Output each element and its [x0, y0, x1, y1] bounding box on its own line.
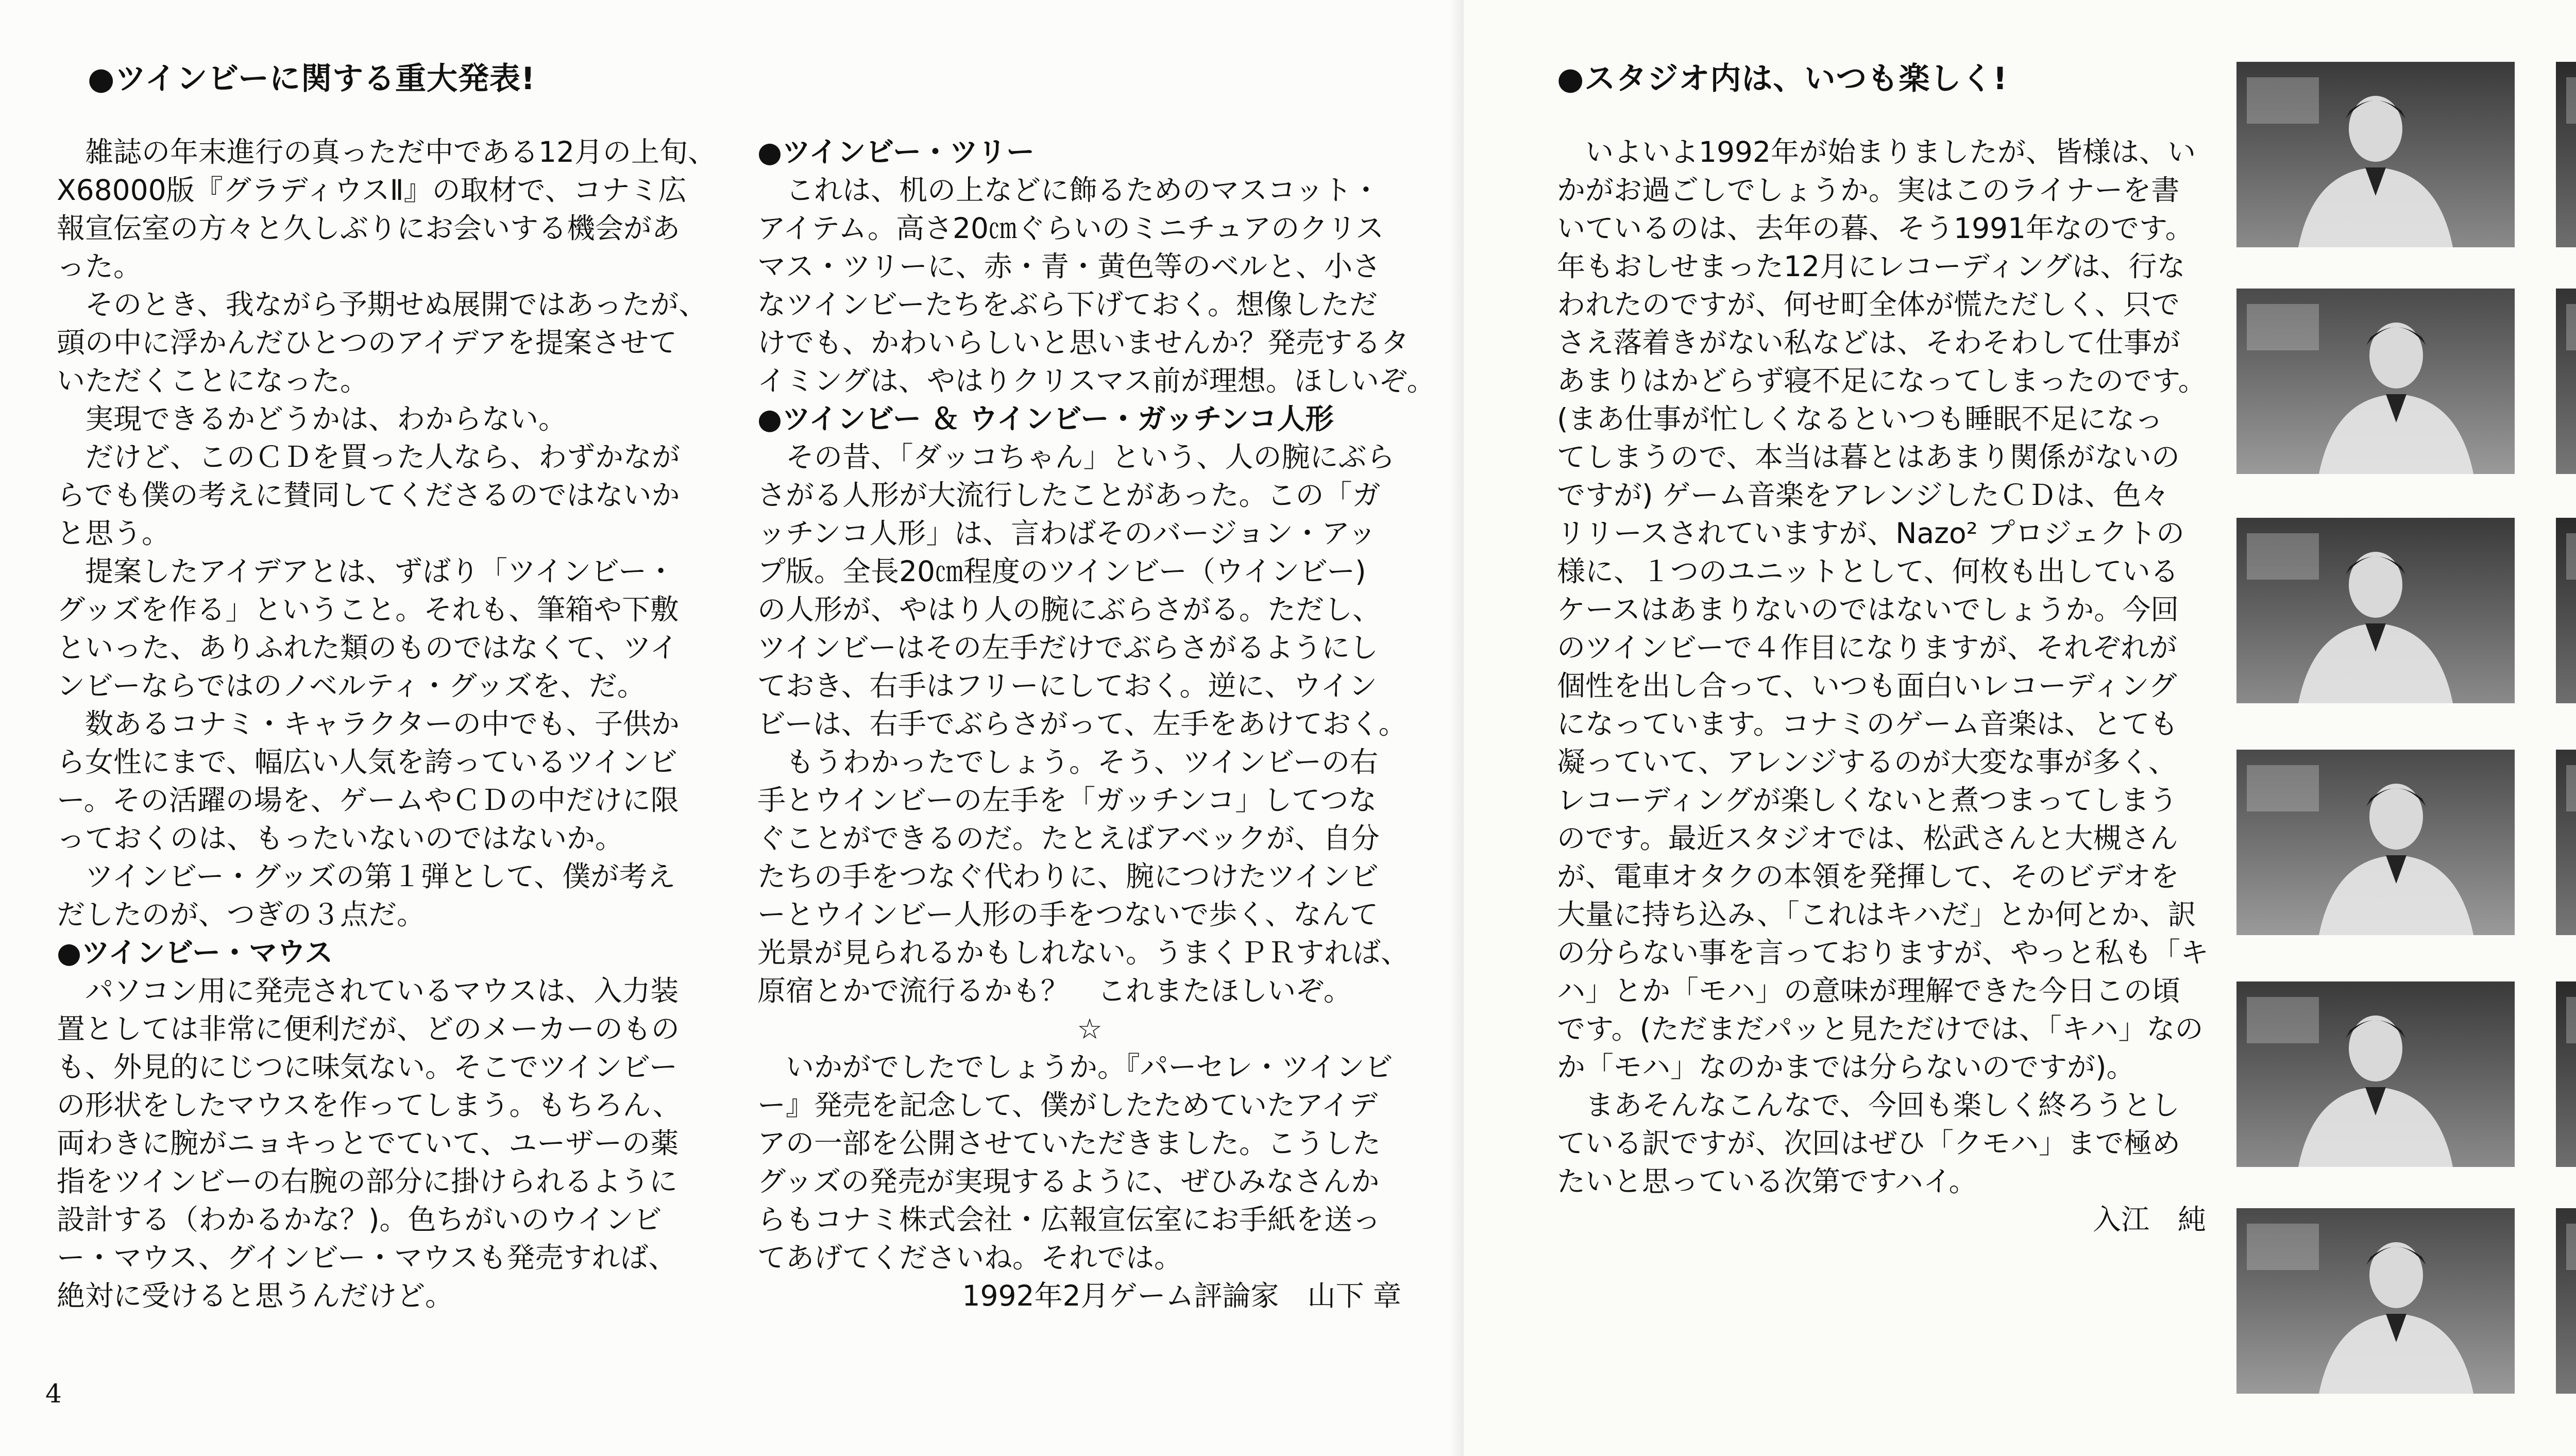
- text-line: てあげてくださいね。それでは。: [757, 1241, 1183, 1274]
- text-line: いよいよ1992年が始まりましたが、皆様は、い: [1557, 136, 2196, 168]
- text-line: です。(ただまだパッと見ただけでは、「キハ」なの: [1557, 1012, 2204, 1045]
- photo-11: [2236, 1208, 2515, 1394]
- text-line: 様に、１つのユニットとして、何枚も出している: [1557, 555, 2179, 588]
- text-line: らもコナミ株式会社・広報宣伝室にお手紙を送っ: [757, 1203, 1381, 1236]
- text-line: ●ツインビー ＆ ウインビー・ガッチンコ人形: [757, 402, 1334, 435]
- text-line: レコーディングが楽しくないと煮つまってしまう: [1557, 784, 2178, 817]
- text-line: アの一部を公開させていただきました。こうした: [757, 1127, 1381, 1160]
- text-line: ぐことができるのだ。たとえばアベックが、自分: [757, 822, 1380, 855]
- text-line: ーとウインビー人形の手をつないで歩く、なんて: [757, 898, 1379, 931]
- text-line: リリースされていますが、Nazo² プロジェクトの: [1557, 517, 2185, 550]
- text-line: 提案したアイデアとは、ずばり「ツインビー・: [57, 555, 675, 588]
- photo-3: [2236, 289, 2515, 474]
- text-line: 報宣伝室の方々と久しぶりにお会いする機会があ: [57, 212, 681, 245]
- text-line: 1992年2月ゲーム評論家 山下 章: [962, 1279, 1401, 1312]
- text-line: いかがでしたでしょうか。『パーセレ・ツインビ: [757, 1051, 1393, 1083]
- photo-woman-with-hat-icon: [2236, 750, 2515, 935]
- photo-man-white-shirt-icon: [2236, 289, 2515, 474]
- photo-1: [2236, 62, 2515, 247]
- photo-woman-at-desk-icon: [2236, 1208, 2515, 1394]
- text-line: ー・マウス、グインビー・マウスも発売すれば、: [57, 1241, 677, 1274]
- text-line: といった、ありふれた類のものではなくて、ツイ: [57, 631, 679, 664]
- text-line: 個性を出し合って、いつも面白いレコーディング: [1557, 669, 2177, 702]
- page-number-left: 4: [45, 1379, 62, 1409]
- text-line: 絶対に受けると思うんだけど。: [57, 1279, 454, 1312]
- photo-woman-portrait-icon: [2556, 1208, 2576, 1394]
- text-line: われたのですが、何せ町全体が慌ただしく、只で: [1557, 288, 2180, 321]
- text-line: 年もおしせまった12月にレコーディングは、行な: [1557, 250, 2185, 283]
- text-line: パソコン用に発売されているマウスは、入力装: [57, 974, 679, 1007]
- text-line: ー』発売を記念して、僕がしたためていたアイデ: [757, 1089, 1378, 1122]
- text-line: 原宿とかで流行るかも？ これまたほしいぞ。: [757, 974, 1352, 1007]
- text-line: そのとき、我ながら予期せぬ展開ではあったが、: [57, 288, 707, 321]
- text-line: あまりはかどらず寝不足になってしまったのです。: [1557, 364, 2207, 397]
- text-line: ら女性にまで、幅広い人気を誇っているツインビ: [57, 746, 678, 778]
- right-heading: ●スタジオ内は、いつも楽しく!: [1557, 61, 2008, 97]
- text-line: か「モハ」なのかまでは分らないのですが)。: [1557, 1051, 2135, 1083]
- right-column: [1557, 133, 2227, 1239]
- text-line: さがる人形が大流行したことがあった。この「ガ: [757, 479, 1381, 512]
- text-line: の形状をしたマウスを作ってしまう。もちろん、: [57, 1089, 681, 1122]
- photo-10: [2556, 981, 2576, 1167]
- photo-8: [2556, 750, 2576, 935]
- text-line: ●ツインビー・マウス: [57, 936, 333, 969]
- text-line: の分らない事を言っておりますが、やっと私も「キ: [1557, 936, 2209, 969]
- text-line: の人形が、やはり人の腕にぶらさがる。ただし、: [757, 593, 1381, 626]
- photo-man-close-up-icon: [2236, 981, 2515, 1167]
- text-line: 両わきに腕がニョキっとでていて、ユーザーの薬: [57, 1127, 679, 1160]
- text-line: 手とウインビーの左手を「ガッチンコ」してつな: [757, 784, 1377, 817]
- text-line: なツインビーたちをぶら下げておく。想像しただ: [757, 288, 1378, 321]
- text-line: いているのは、去年の暮、そう1991年なのです。: [1557, 212, 2194, 245]
- text-line: ッチンコ人形」は、言わばそのバージョン・アッ: [757, 517, 1377, 550]
- text-line: ている訳ですが、次回はぜひ「クモハ」まで極め: [1557, 1127, 2181, 1160]
- text-line: っておくのは、もったいないのではないか。: [57, 822, 624, 855]
- text-line: が、電車オタクの本領を発揮して、そのビデオを: [1557, 860, 2179, 893]
- text-line: いただくことになった。: [57, 364, 369, 397]
- text-line: ●ツインビー・ツリー: [757, 136, 1035, 168]
- right-page: [1464, 0, 2576, 1456]
- text-line: 数あるコナミ・キャラクターの中でも、子供か: [57, 707, 680, 740]
- photo-9: [2236, 981, 2515, 1167]
- text-line: 光景が見られるかもしれない。うまくＰＲすれば、: [757, 936, 1410, 969]
- photo-5: [2236, 518, 2515, 703]
- text-line: ておき、右手はフリーにしておく。逆に、ウイン: [757, 669, 1377, 702]
- text-line: ー。その活躍の場を、ゲームやＣＤの中だけに限: [57, 784, 679, 817]
- left-column-1: [57, 133, 716, 1315]
- text-line: 雑誌の年末進行の真っただ中である12月の上旬、: [57, 136, 716, 168]
- text-line: X68000版『グラディウスⅡ』の取材で、コナミ広: [57, 174, 687, 207]
- text-line: ビーは、右手でぶらさがって、左手をあけておく。: [757, 707, 1407, 740]
- photo-12: [2556, 1208, 2576, 1394]
- text-line: ツインビーはその左手だけでぶらさがるようにし: [757, 631, 1379, 664]
- text-line: だけど、このＣＤを買った人なら、わずかなが: [57, 441, 681, 473]
- text-line: 頭の中に浮かんだひとつのアイデアを提案させて: [57, 326, 677, 359]
- text-line: さえ落着きがない私などは、そわそわして仕事が: [1557, 326, 2181, 359]
- text-line: グッズの発売が実現するように、ぜひみなさんか: [757, 1165, 1380, 1198]
- text-line: かがお過ごしでしょうか。実はこのライナーを書: [1557, 174, 2180, 207]
- text-line: のです。最近スタジオでは、松武さんと大槻さん: [1557, 822, 2178, 855]
- left-heading: ●ツインビーに関する重大発表!: [88, 61, 536, 97]
- text-line: けでも、かわいらしいと思いませんか？発売するタ: [757, 326, 1410, 359]
- text-line: グッズを作る」ということ。それも、筆箱や下敷: [57, 593, 679, 626]
- text-line: イミングは、やはりクリスマス前が理想。ほしいぞ。: [757, 364, 1435, 397]
- photo-man-hand-on-chin-icon: [2556, 518, 2576, 703]
- text-line: マス・ツリーに、赤・青・黄色等のベルと、小さ: [757, 250, 1381, 283]
- photo-man-at-mixer-icon: [2556, 981, 2576, 1167]
- text-line: 設計する（わかるかな？)。色ちがいのウインビ: [57, 1203, 662, 1236]
- left-column-2: [757, 133, 1435, 1315]
- text-line: 指をツインビーの右腕の部分に掛けられるように: [57, 1165, 678, 1198]
- text-line: その昔、「ダッコちゃん」という、人の腕にぶら: [757, 441, 1395, 473]
- photo-man-with-binder-icon: [2236, 62, 2515, 247]
- text-line: 入江 純: [2092, 1203, 2206, 1236]
- text-line: たいと思っている次第ですハイ。: [1557, 1165, 1977, 1198]
- text-line: ハ」とか「モハ」の意味が理解できた今日この頃: [1557, 974, 2181, 1007]
- text-line: アイテム。高さ20㎝ぐらいのミニチュアのクリス: [757, 212, 1384, 245]
- text-line: 実現できるかどうかは、わからない。: [57, 402, 567, 435]
- photo-man-with-cloth-icon: [2556, 289, 2576, 474]
- text-line: 大量に持ち込み、「これはキハだ」とか何とか、訳: [1557, 898, 2196, 931]
- text-line: (まあ仕事が忙しくなるといつも睡眠不足になっ: [1557, 402, 2163, 435]
- text-line: てしまうので、本当は暮とはあまり関係がないの: [1557, 441, 2180, 473]
- text-line: ですが) ゲーム音楽をアレンジしたＣＤは、色々: [1557, 479, 2170, 512]
- text-line: ☆: [1077, 1012, 1103, 1045]
- photo-2: [2556, 62, 2576, 247]
- text-line: もうわかったでしょう。そう、ツインビーの右: [757, 746, 1379, 778]
- photo-man-on-phone-icon: [2556, 750, 2576, 935]
- photo-7: [2236, 750, 2515, 935]
- text-line: これは、机の上などに飾るためのマスコット・: [757, 174, 1380, 207]
- text-line: ンビーならではのノベルティ・グッズを、だ。: [57, 669, 646, 702]
- text-line: まあそんなこんなで、今回も楽しく終ろうとし: [1557, 1089, 2180, 1122]
- text-line: ツインビー・グッズの第１弾として、僕が考え: [57, 860, 676, 893]
- text-line: 凝っていて、アレンジするのが大変な事が多く、: [1557, 746, 2177, 778]
- text-line: だしたのが、つぎの３点だ。: [57, 898, 426, 931]
- photo-man-at-equipment-icon: [2556, 62, 2576, 247]
- photo-man-at-console-icon: [2236, 518, 2515, 703]
- text-line: になっています。コナミのゲーム音楽は、とても: [1557, 707, 2178, 740]
- text-line: らでも僕の考えに賛同してくださるのではないか: [57, 479, 680, 512]
- text-line: と思う。: [57, 517, 171, 550]
- photo-6: [2556, 518, 2576, 703]
- text-line: も、外見的にじつに味気ない。そこでツインビー: [57, 1051, 678, 1083]
- text-line: 置としては非常に便利だが、どのメーカーのもの: [57, 1012, 680, 1045]
- text-line: たちの手をつなぐ代わりに、腕につけたツインビ: [757, 860, 1379, 893]
- photo-4: [2556, 289, 2576, 474]
- text-line: のツインビーで４作目になりますが、それぞれが: [1557, 631, 2177, 664]
- text-line: プ版。全長20㎝程度のツインビー（ウインビー): [757, 555, 1366, 588]
- text-line: った。: [57, 250, 142, 283]
- text-line: ケースはあまりないのではないでしょうか。今回: [1557, 593, 2179, 626]
